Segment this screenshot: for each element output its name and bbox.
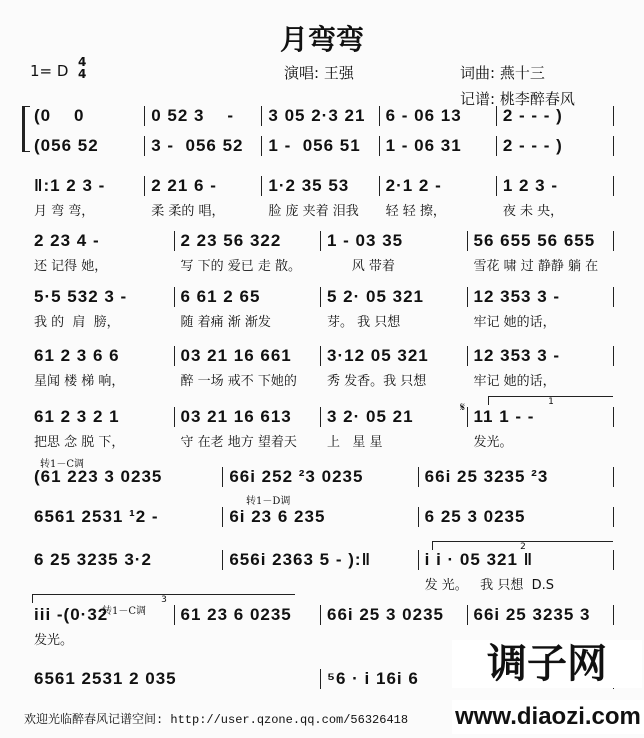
measure: 6561 2531 2 035 bbox=[28, 669, 321, 689]
lyric-segment: 守 在老 地方 望着天 bbox=[180, 435, 297, 450]
music-line bbox=[28, 231, 614, 251]
lyric-segment: 发光。 bbox=[473, 435, 513, 450]
watermark-name: 调子网 bbox=[452, 640, 642, 688]
measure: (61 223 3 0235 bbox=[28, 467, 223, 487]
music-line bbox=[28, 176, 614, 196]
lyric-segment: 发光。 bbox=[34, 633, 74, 648]
measure: 6561 2531 ¹2 - bbox=[28, 507, 223, 527]
measure: 66i 25 3235 3 bbox=[468, 605, 615, 625]
music-line bbox=[28, 407, 614, 427]
lyrics-line bbox=[28, 574, 614, 593]
measure: ‖:1 2 3 - bbox=[28, 176, 145, 196]
measure: 3 2· 05 21 bbox=[321, 407, 468, 427]
measure: 66i 25 3 0235 bbox=[321, 605, 468, 625]
lyrics-line bbox=[28, 255, 614, 274]
measure: 12 353 3 - bbox=[468, 287, 615, 307]
measure: 66i 25 3235 ²3 bbox=[419, 467, 614, 487]
measure: 03 21 16 661 bbox=[175, 346, 322, 366]
lyric-segment: 牢记 她的话， bbox=[473, 315, 556, 330]
measure: 2 23 56 322 bbox=[175, 231, 322, 251]
measure: 656i 2363 5 - ):‖ bbox=[223, 550, 418, 570]
song-title: 月弯弯 bbox=[279, 23, 364, 56]
music-line bbox=[28, 136, 614, 156]
lyric-segment: 秀 发香。我 只想 bbox=[327, 374, 427, 389]
measure: 5·5 532 3 - bbox=[28, 287, 175, 307]
lyric-segment bbox=[28, 574, 223, 593]
measure: 2 21 6 - bbox=[145, 176, 262, 196]
measure: 56 655 56 655 bbox=[468, 231, 615, 251]
measure: 3 - 056 52 bbox=[145, 136, 262, 156]
measure: 66i 252 ²3 0235 bbox=[223, 467, 418, 487]
lyric-segment: 上 星 星 bbox=[327, 435, 383, 450]
lyrics-line bbox=[28, 431, 614, 450]
measure: 3 05 2·3 21 bbox=[262, 106, 379, 126]
measure: 03 21 16 613 bbox=[175, 407, 322, 427]
lyric-segment: 芽。 我 只想 bbox=[327, 315, 401, 330]
measure: (0 0 bbox=[28, 106, 145, 126]
music-line bbox=[28, 550, 614, 570]
measure: 61 23 6 0235 bbox=[175, 605, 322, 625]
measure: 2 - - - ) bbox=[497, 136, 614, 156]
measure: 1·2 35 53 bbox=[262, 176, 379, 196]
music-line bbox=[28, 287, 614, 307]
measure: (056 52 bbox=[28, 136, 145, 156]
lyric-segment: 柔 柔的 唱， bbox=[151, 204, 225, 219]
lyric-segment: 写 下的 爱已 走 散。 bbox=[180, 259, 302, 274]
measure: 2 - - - ) bbox=[497, 106, 614, 126]
time-num: 4 bbox=[78, 55, 87, 69]
lyric-segment: 月 弯 弯， bbox=[34, 204, 95, 219]
lyrics-line bbox=[28, 370, 614, 389]
lyric-segment: 牢记 她的话， bbox=[473, 374, 556, 389]
lyric-segment bbox=[321, 629, 468, 648]
key-signature: 1= D bbox=[30, 62, 69, 80]
measure: i i · 05 321 ‖ bbox=[419, 550, 614, 570]
lyric-segment: 轻 轻 擦， bbox=[385, 204, 446, 219]
segno-sign: 𝄋 bbox=[460, 400, 466, 414]
measure: 2·1 2 - bbox=[380, 176, 497, 196]
volta-1: 1 bbox=[488, 396, 613, 405]
lyric-segment: 还 记得 她， bbox=[34, 259, 108, 274]
lyric-segment: 星闻 楼 梯 响， bbox=[34, 374, 125, 389]
measure: 12 353 3 - bbox=[468, 346, 615, 366]
measure: 61 2 3 6 6 bbox=[28, 346, 175, 366]
measure: 6 25 3235 3·2 bbox=[28, 550, 223, 570]
composer-credit: 词曲: 燕十三 bbox=[460, 64, 545, 82]
measure: ⁵6 · i 16i 6 bbox=[321, 669, 614, 689]
volta-3: 3 bbox=[32, 594, 295, 603]
watermark-url: www.diaozi.com bbox=[452, 700, 644, 734]
key-change-d: 转1－D调 bbox=[246, 496, 291, 507]
time-signature bbox=[78, 56, 86, 80]
lyric-segment bbox=[175, 629, 322, 648]
music-line bbox=[28, 507, 614, 527]
lyric-segment: 夜 未 央， bbox=[502, 204, 564, 219]
measure: 5 2· 05 321 bbox=[321, 287, 468, 307]
measure: 2 23 4 - bbox=[28, 231, 175, 251]
lyrics-line bbox=[28, 200, 614, 219]
lyric-segment: 我 的 肩 膀， bbox=[34, 315, 120, 330]
key-change-c: 转1－C调 bbox=[40, 459, 85, 470]
footer-text: 欢迎光临醉春风记谱空间: http://user.qzone.qq.com/56326418 bbox=[24, 713, 409, 727]
measure: 11 1 - - bbox=[468, 407, 615, 427]
music-line bbox=[28, 106, 614, 126]
measure: 1 - 06 31 bbox=[380, 136, 497, 156]
singer-credit: 演唱: 王强 bbox=[284, 64, 354, 82]
lyric-segment: 脸 庞 夹着 泪我 bbox=[268, 204, 359, 219]
lyric-segment: 随 着痛 渐 渐发 bbox=[180, 315, 271, 330]
measure: 0 52 3 - bbox=[145, 106, 262, 126]
lyric-segment: 雪花 啸 过 静静 躺 在 bbox=[473, 259, 599, 274]
music-line bbox=[28, 346, 614, 366]
lyric-segment: 发 光。 我 只想 D.S bbox=[424, 578, 554, 593]
measure: 6i 23 6 235 bbox=[223, 507, 418, 527]
volta-2: 2 bbox=[432, 541, 613, 550]
lyric-segment: 风 带着 bbox=[327, 259, 395, 274]
lyric-segment bbox=[223, 574, 418, 593]
measure: 1 - 056 51 bbox=[262, 136, 379, 156]
measure: 6 61 2 65 bbox=[175, 287, 322, 307]
key-change-c-2: 转1－C调 bbox=[102, 606, 147, 617]
measure: 6 25 3 0235 bbox=[419, 507, 614, 527]
lyrics-line bbox=[28, 311, 614, 330]
transcriber-credit: 记谱: 桃李醉春风 bbox=[460, 90, 575, 108]
measure: 6 - 06 13 bbox=[380, 106, 497, 126]
measure: 1 2 3 - bbox=[497, 176, 614, 196]
measure: 1 - 03 35 bbox=[321, 231, 468, 251]
lyric-segment: 醉 一场 戒不 下她的 bbox=[180, 374, 297, 389]
measure: 61 2 3 2 1 bbox=[28, 407, 175, 427]
music-line bbox=[28, 467, 614, 487]
time-den: 4 bbox=[78, 67, 87, 81]
measure: iii -(0·32 bbox=[28, 605, 175, 625]
measure: 3·12 05 321 bbox=[321, 346, 468, 366]
lyric-segment: 把思 念 脱 下， bbox=[34, 435, 125, 450]
